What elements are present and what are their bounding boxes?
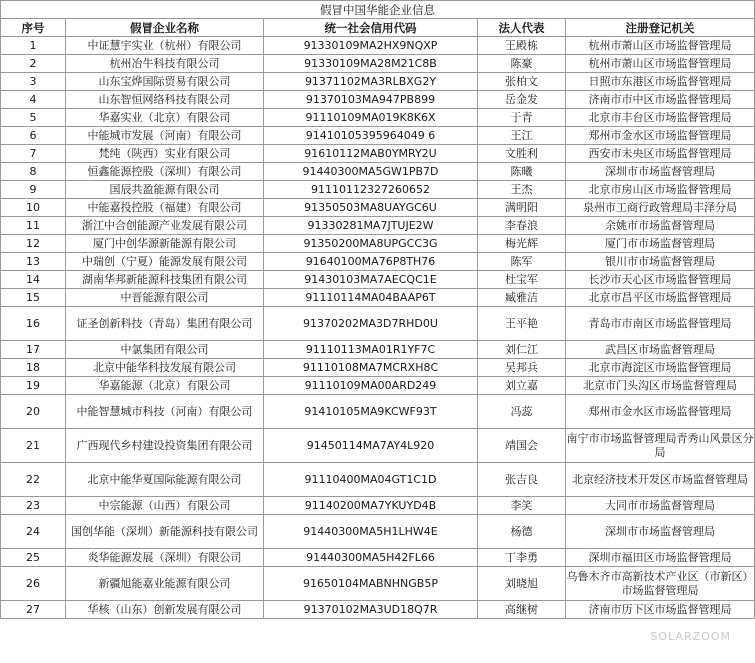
registration-authority: 北京市昌平区市场监督管理局 — [566, 289, 755, 307]
company-name: 新疆旭能嘉业能源有限公司 — [66, 567, 264, 601]
legal-rep: 王平艳 — [478, 307, 566, 341]
row-index: 16 — [1, 307, 66, 341]
legal-rep: 王殿栋 — [478, 37, 566, 55]
legal-rep: 刘立嘉 — [478, 377, 566, 395]
credit-code: 91371102MA3RLBXG2Y — [264, 73, 478, 91]
legal-rep: 靖国会 — [478, 429, 566, 463]
company-name: 中能城市发展（河南）有限公司 — [66, 127, 264, 145]
legal-rep: 王江 — [478, 127, 566, 145]
legal-rep: 刘晓旭 — [478, 567, 566, 601]
table-row — [1, 307, 755, 341]
company-name: 中证慧宇实业（杭州）有限公司 — [66, 37, 264, 55]
table-row — [1, 181, 755, 199]
registration-authority: 北京经济技术开发区市场监督管理局 — [566, 463, 755, 497]
row-index: 9 — [1, 181, 66, 199]
table-row — [1, 91, 755, 109]
credit-code: 91330281MA7JTUJE2W — [264, 217, 478, 235]
registration-authority: 银川市市场监督管理局 — [566, 253, 755, 271]
registration-authority: 深圳市福田区市场监督管理局 — [566, 549, 755, 567]
credit-code: 91410105395964049 6 — [264, 127, 478, 145]
registration-authority: 郑州市金水区市场监督管理局 — [566, 395, 755, 429]
credit-code: 91370202MA3D7RHD0U — [264, 307, 478, 341]
registration-authority: 泉州市工商行政管理局丰泽分局 — [566, 199, 755, 217]
watermark: SOLARZOOM — [650, 630, 731, 643]
row-index: 13 — [1, 253, 66, 271]
table-row — [1, 55, 755, 73]
legal-rep: 梅光辉 — [478, 235, 566, 253]
credit-code: 91610112MAB0YMRY2U — [264, 145, 478, 163]
table-row — [1, 567, 755, 601]
registration-authority: 济南市市中区市场监督管理局 — [566, 91, 755, 109]
credit-code: 91430103MA7AECQC1E — [264, 271, 478, 289]
legal-rep: 吴邦兵 — [478, 359, 566, 377]
registration-authority: 青岛市市南区市场监督管理局 — [566, 307, 755, 341]
credit-code: 91110109MA00ARD249 — [264, 377, 478, 395]
company-name: 山东宝烨国际贸易有限公司 — [66, 73, 264, 91]
header-legal-rep: 法人代表 — [478, 19, 566, 37]
company-name: 中宗能源（山西）有限公司 — [66, 497, 264, 515]
table-row — [1, 549, 755, 567]
credit-code: 91370103MA947PB899 — [264, 91, 478, 109]
legal-rep: 杨德 — [478, 515, 566, 549]
header-company-name: 假冒企业名称 — [66, 19, 264, 37]
table-row — [1, 601, 755, 619]
row-index: 11 — [1, 217, 66, 235]
row-index: 21 — [1, 429, 66, 463]
registration-authority: 武昌区市场监督管理局 — [566, 341, 755, 359]
row-index: 22 — [1, 463, 66, 497]
row-index: 26 — [1, 567, 66, 601]
table-row — [1, 217, 755, 235]
table-row — [1, 73, 755, 91]
table-row — [1, 359, 755, 377]
company-name: 证圣创新科技（青岛）集团有限公司 — [66, 307, 264, 341]
credit-code: 91110109MA019K8K6X — [264, 109, 478, 127]
company-name: 中氯集团有限公司 — [66, 341, 264, 359]
company-name: 北京中能华夏国际能源有限公司 — [66, 463, 264, 497]
credit-code: 91110114MA04BAAP6T — [264, 289, 478, 307]
company-name: 湖南华邦新能源科技集团有限公司 — [66, 271, 264, 289]
company-name: 浙江中合创能源产业发展有限公司 — [66, 217, 264, 235]
table-row — [1, 235, 755, 253]
legal-rep: 陈曦 — [478, 163, 566, 181]
table-row — [1, 429, 755, 463]
company-name: 广西现代乡村建设投资集团有限公司 — [66, 429, 264, 463]
company-name: 梵纯（陕西）实业有限公司 — [66, 145, 264, 163]
table-row — [1, 463, 755, 497]
company-name: 杭州冶牛科技有限公司 — [66, 55, 264, 73]
row-index: 24 — [1, 515, 66, 549]
company-name: 华嘉能源（北京）有限公司 — [66, 377, 264, 395]
header-registration-authority: 注册登记机关 — [566, 19, 755, 37]
company-name: 中能嘉投控股（福建）有限公司 — [66, 199, 264, 217]
table-title: 假冒中国华能企业信息 — [1, 1, 755, 19]
table-row — [1, 395, 755, 429]
credit-code: 91640100MA76P8TH76 — [264, 253, 478, 271]
credit-code: 91110400MA04GT1C1D — [264, 463, 478, 497]
table-row — [1, 289, 755, 307]
credit-code: 91410105MA9KCWF93T — [264, 395, 478, 429]
legal-rep: 岳金发 — [478, 91, 566, 109]
credit-code: 91370102MA3UD18Q7R — [264, 601, 478, 619]
legal-rep: 臧雅洁 — [478, 289, 566, 307]
credit-code: 91330109MA28M21C8B — [264, 55, 478, 73]
credit-code: 91450114MA7AY4L920 — [264, 429, 478, 463]
credit-code: 91350200MA8UPGCC3G — [264, 235, 478, 253]
registration-authority: 厦门市市场监督管理局 — [566, 235, 755, 253]
legal-rep: 李笑 — [478, 497, 566, 515]
legal-rep: 文胜利 — [478, 145, 566, 163]
credit-code: 91650104MABNHNGB5P — [264, 567, 478, 601]
row-index: 1 — [1, 37, 66, 55]
company-name: 中能智慧城市科技（河南）有限公司 — [66, 395, 264, 429]
row-index: 23 — [1, 497, 66, 515]
legal-rep: 冯蕊 — [478, 395, 566, 429]
row-index: 3 — [1, 73, 66, 91]
registration-authority: 余姚市市场监督管理局 — [566, 217, 755, 235]
registration-authority: 日照市东港区市场监督管理局 — [566, 73, 755, 91]
row-index: 25 — [1, 549, 66, 567]
row-index: 8 — [1, 163, 66, 181]
legal-rep: 张柏文 — [478, 73, 566, 91]
row-index: 2 — [1, 55, 66, 73]
legal-rep: 于青 — [478, 109, 566, 127]
legal-rep: 丁李勇 — [478, 549, 566, 567]
registration-authority: 北京市海淀区市场监督管理局 — [566, 359, 755, 377]
table-row — [1, 341, 755, 359]
legal-rep: 李春浪 — [478, 217, 566, 235]
row-index: 20 — [1, 395, 66, 429]
credit-code: 91330109MA2HX9NQXP — [264, 37, 478, 55]
credit-code: 91440300MA5GW1PB7D — [264, 163, 478, 181]
table-row — [1, 497, 755, 515]
legal-rep: 张吉良 — [478, 463, 566, 497]
registration-authority: 济南市历下区市场监督管理局 — [566, 601, 755, 619]
row-index: 17 — [1, 341, 66, 359]
registration-authority: 深圳市市场监督管理局 — [566, 515, 755, 549]
table-row — [1, 199, 755, 217]
row-index: 10 — [1, 199, 66, 217]
registration-authority: 南宁市市场监督管理局青秀山风景区分局 — [566, 429, 755, 463]
credit-code: 91350503MA8UAYGC6U — [264, 199, 478, 217]
company-name: 中晋能源有限公司 — [66, 289, 264, 307]
registration-authority: 乌鲁木齐市高新技术产业区（市新区）市场监督管理局 — [566, 567, 755, 601]
registration-authority: 杭州市萧山区市场监督管理局 — [566, 55, 755, 73]
table-row — [1, 109, 755, 127]
row-index: 15 — [1, 289, 66, 307]
registration-authority: 西安市未央区市场监督管理局 — [566, 145, 755, 163]
company-name: 中瑞创（宁夏）能源发展有限公司 — [66, 253, 264, 271]
registration-authority: 北京市房山区市场监督管理局 — [566, 181, 755, 199]
credit-code: 91110113MA01R1YF7C — [264, 341, 478, 359]
row-index: 6 — [1, 127, 66, 145]
table-row — [1, 145, 755, 163]
row-index: 5 — [1, 109, 66, 127]
legal-rep: 刘仁江 — [478, 341, 566, 359]
legal-rep: 王杰 — [478, 181, 566, 199]
table-row — [1, 253, 755, 271]
company-name: 华核（山东）创新发展有限公司 — [66, 601, 264, 619]
row-index: 18 — [1, 359, 66, 377]
legal-rep: 满明阳 — [478, 199, 566, 217]
credit-code: 91140200MA7YKUYD4B — [264, 497, 478, 515]
registration-authority: 郑州市金水区市场监督管理局 — [566, 127, 755, 145]
row-index: 27 — [1, 601, 66, 619]
registration-authority: 大同市市场监督管理局 — [566, 497, 755, 515]
credit-code: 91440300MA5H1LHW4E — [264, 515, 478, 549]
legal-rep: 杜宝军 — [478, 271, 566, 289]
credit-code: 91440300MA5H42FL66 — [264, 549, 478, 567]
company-name: 国创华能（深圳）新能源科技有限公司 — [66, 515, 264, 549]
table-row — [1, 37, 755, 55]
company-name: 山东智恒网络科技有限公司 — [66, 91, 264, 109]
registration-authority: 深圳市市场监督管理局 — [566, 163, 755, 181]
legal-rep: 高继树 — [478, 601, 566, 619]
credit-code: 91110108MA7MCRXH8C — [264, 359, 478, 377]
registration-authority: 长沙市天心区市场监督管理局 — [566, 271, 755, 289]
table-row — [1, 377, 755, 395]
table-row — [1, 127, 755, 145]
row-index: 4 — [1, 91, 66, 109]
company-name: 华嘉实业（北京）有限公司 — [66, 109, 264, 127]
company-name: 国辰共盈能源有限公司 — [66, 181, 264, 199]
company-name: 恒鑫能源控股（深圳）有限公司 — [66, 163, 264, 181]
company-name: 北京中能华科技发展有限公司 — [66, 359, 264, 377]
table-row — [1, 163, 755, 181]
header-index: 序号 — [1, 19, 66, 37]
credit-code: 91110112327260652 — [264, 181, 478, 199]
legal-rep: 陈豪 — [478, 55, 566, 73]
company-name: 厦门中创华源新能源有限公司 — [66, 235, 264, 253]
row-index: 19 — [1, 377, 66, 395]
registration-authority: 北京市门头沟区市场监督管理局 — [566, 377, 755, 395]
table-row — [1, 515, 755, 549]
header-credit-code: 统一社会信用代码 — [264, 19, 478, 37]
registration-authority: 杭州市萧山区市场监督管理局 — [566, 37, 755, 55]
registration-authority: 北京市丰台区市场监督管理局 — [566, 109, 755, 127]
row-index: 14 — [1, 271, 66, 289]
row-index: 12 — [1, 235, 66, 253]
legal-rep: 陈军 — [478, 253, 566, 271]
table-row — [1, 271, 755, 289]
company-name: 炎华能源发展（深圳）有限公司 — [66, 549, 264, 567]
row-index: 7 — [1, 145, 66, 163]
